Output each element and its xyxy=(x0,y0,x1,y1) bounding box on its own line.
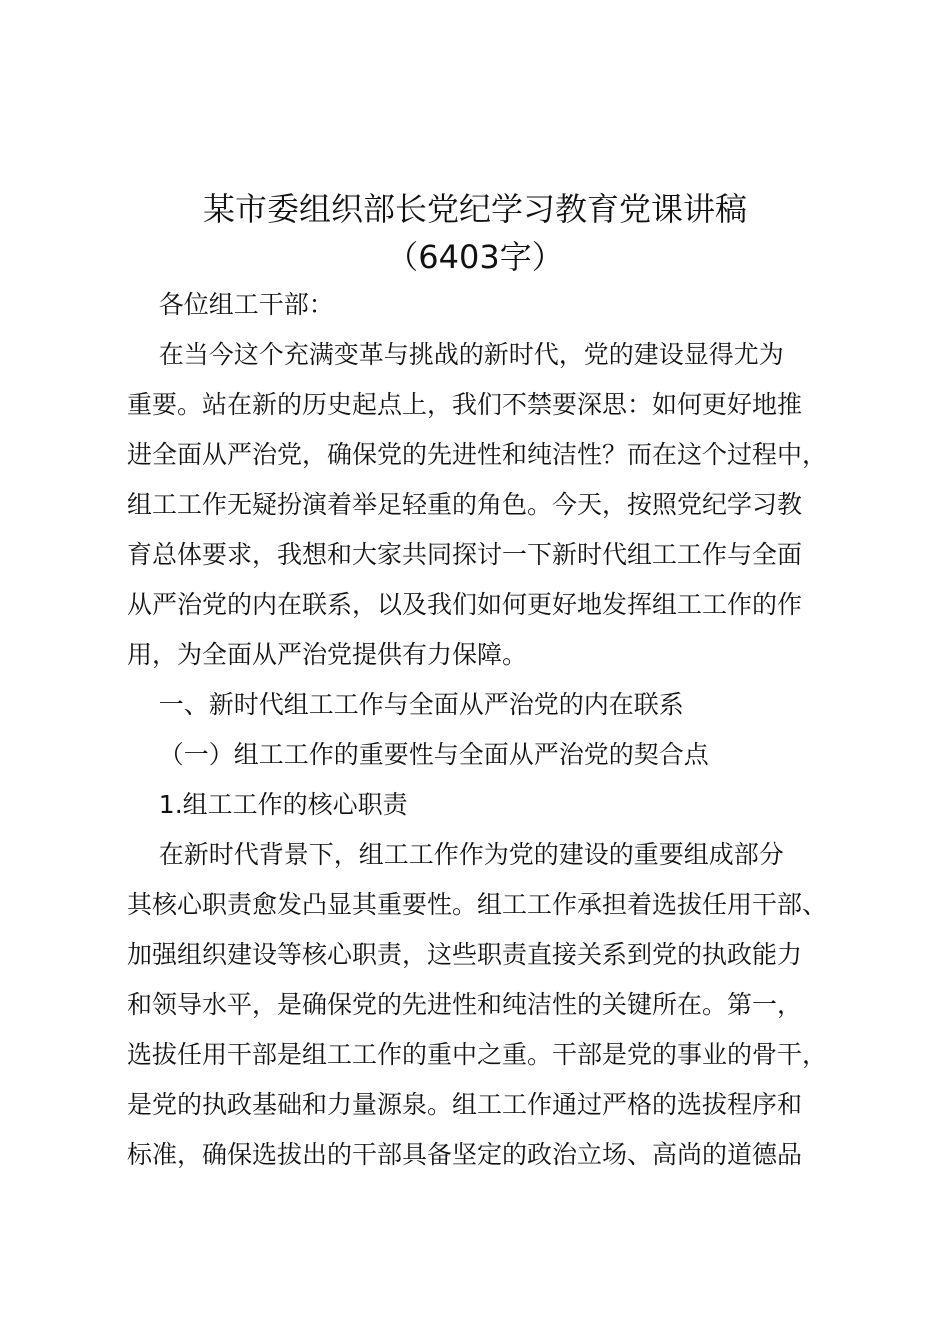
paragraph-line: 用，为全面从严治党提供有力保障。 xyxy=(127,640,528,669)
paragraph-line: 加强组织建设等核心职责，这些职责直接关系到党的执政能力 xyxy=(127,940,803,969)
paragraph-line: 育总体要求，我想和大家共同探讨一下新时代组工工作与全面 xyxy=(127,540,803,569)
subsection-heading: （一）组工工作的重要性与全面从严治党的契合点 xyxy=(127,740,709,769)
paragraph-line: 在新时代背景下，组工工作作为党的建设的重要组成部分 xyxy=(127,840,784,869)
item-heading: 1.组工工作的核心职责 xyxy=(127,790,408,819)
paragraph-line: 重要。站在新的历史起点上，我们不禁要深思：如何更好地推 xyxy=(127,390,803,419)
paragraph-line: 是党的执政基础和力量源泉。组工工作通过严格的选拔程序和 xyxy=(127,1090,803,1119)
document-word-count: （6403字） xyxy=(386,238,564,276)
paragraph-line: 和领导水平，是确保党的先进性和纯洁性的关键所在。第一， xyxy=(127,990,803,1019)
paragraph-line: 其核心职责愈发凸显其重要性。组工工作承担着选拔任用干部、 xyxy=(127,890,828,919)
paragraph-line: 进全面从严治党，确保党的先进性和纯洁性？而在这个过程中， xyxy=(127,440,828,469)
document-title: 某市委组织部长党纪学习教育党课讲稿 xyxy=(202,190,747,228)
salutation: 各位组工干部： xyxy=(127,290,334,319)
paragraph-line: 组工工作无疑扮演着举足轻重的角色。今天，按照党纪学习教 xyxy=(127,490,803,519)
paragraph-line: 标准，确保选拔出的干部具备坚定的政治立场、高尚的道德品 xyxy=(127,1140,803,1169)
paragraph-line: 选拔任用干部是组工工作的重中之重。干部是党的事业的骨干， xyxy=(127,1040,828,1069)
section-heading: 一、新时代组工工作与全面从严治党的内在联系 xyxy=(127,690,684,719)
paragraph-line: 在当今这个充满变革与挑战的新时代，党的建设显得尤为 xyxy=(127,340,784,369)
paragraph-line: 从严治党的内在联系，以及我们如何更好地发挥组工工作的作 xyxy=(127,590,803,619)
